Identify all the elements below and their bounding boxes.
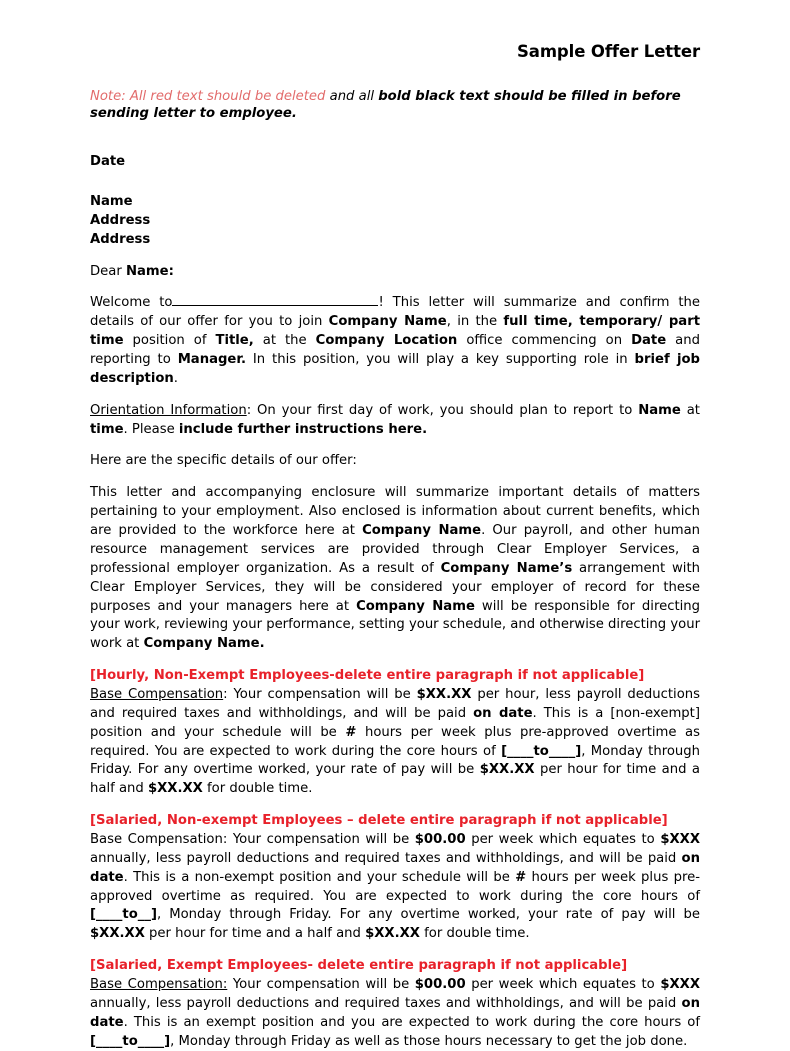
salaried-ne-t1: : Your compensation will be [222, 831, 415, 847]
hourly-core-hours-field: [____to____] [501, 743, 582, 759]
orientation-time-field: time [90, 421, 124, 437]
salaried-ne-t7: for double time. [419, 926, 530, 942]
salaried-ex-weekly-rate-field: $00.00 [414, 976, 466, 992]
enclosure-t4: will be responsible for directing your work, reviewing your performance, setting your schedule, and otherwise directing your work at [90, 598, 701, 652]
editor-note [90, 88, 700, 123]
salutation-name: Name: [125, 263, 174, 279]
orientation-heading: Orientation Information [90, 402, 247, 418]
hourly-t6: per hour for time and a half and [90, 762, 700, 797]
welcome-t6: In this position, you will play a key supporting role in [246, 351, 635, 367]
hourly-t1: : Your compensation will be [223, 686, 417, 702]
welcome-after-blank: ! This letter will summarize and confirm the details of our offer for you to join [90, 295, 700, 330]
salaried-ex-t2: per week which equates to [465, 976, 661, 992]
salaried-ne-t3: . This is a non-exempt position and your schedule will be [123, 869, 516, 885]
hourly-paid-on-field: on date [473, 705, 533, 721]
employment-type-field: full time, temporary/ part time [90, 314, 701, 349]
salaried-ne-core-hours-field: [____to__] [90, 907, 157, 923]
company-location-field: Company Location [315, 333, 458, 349]
recipient-address-line-1: Address [90, 213, 151, 229]
section-heading-salaried-non-exempt: [Salaried, Non-exempt Employees – delete entire paragraph if not applicable] [90, 813, 668, 829]
base-compensation-label-salaried-exempt: Base Compensation: [90, 976, 228, 992]
start-date-field: Date [631, 333, 667, 349]
job-title-field: Title, [215, 333, 254, 349]
salaried-non-exempt-paragraph [90, 831, 700, 944]
section-heading-salaried-exempt: [Salaried, Exempt Employees- delete entire paragraph if not applicable] [90, 958, 628, 974]
salaried-ne-t4: hours per week plus pre-approved overtime as required. You are expected to work during the core hours of [90, 869, 700, 904]
salaried-ex-t4: , Monday through Friday as well as those hours necessary to get the job done. [170, 1033, 688, 1049]
salaried-ne-t5: , Monday through Friday. For any overtime worked, your rate of pay will be [156, 907, 700, 923]
salaried-ne-t2: per week which equates to [465, 831, 661, 847]
salaried-ex-core-hours-field: [____to____] [90, 1033, 171, 1049]
enclosure-company-1: Company Name [362, 523, 482, 539]
welcome-paragraph [90, 294, 700, 388]
salaried-ex-paid-on-field: on date [90, 995, 700, 1030]
enclosure-t2: . Our payroll, and other human resource management services are provided through Clear Employer Services, a professional employer organization. As a result of [90, 523, 701, 576]
date-placeholder: Date [90, 153, 126, 169]
company-blank-field[interactable] [172, 295, 378, 307]
hourly-rate-field: $XX.XX [416, 686, 472, 702]
orientation-t2: at [680, 402, 700, 418]
manager-field: Manager. [177, 351, 247, 367]
orientation-instructions-field: include further instructions here. [178, 421, 428, 437]
salaried-ne-annual-field: $XXX [660, 831, 700, 847]
hourly-t7: for double time. [202, 781, 313, 797]
salaried-exempt-paragraph [90, 976, 700, 1051]
salutation-greeting: Dear [90, 263, 126, 279]
salutation [90, 263, 700, 282]
hourly-double-time-rate-field: $XX.XX [147, 781, 203, 797]
salaried-ne-hours-field: # [515, 869, 527, 885]
page-title: Sample Offer Letter [517, 42, 700, 61]
job-description-field: brief job description [90, 351, 700, 386]
salaried-ne-overtime-rate-field: $XX.XX [90, 926, 145, 942]
salaried-ne-paid-on-field: on date [90, 850, 700, 885]
section-heading-hourly-non-exempt: [Hourly, Non-Exempt Employees-delete entire paragraph if not applicable] [90, 668, 645, 684]
welcome-lead: Welcome to [90, 295, 173, 311]
salaried-ne-t2b: annually, less payroll deductions and required taxes and withholdings, and will be paid [90, 850, 682, 866]
base-compensation-label-salaried-non-exempt: Base Compensation [90, 831, 223, 847]
hourly-t4: hours per week plus pre-approved overtime as required. You are expected to work during the core hours of [90, 724, 700, 759]
note-bold-text: bold black text should be filled in before sending letter to employee. [90, 88, 681, 122]
welcome-t7: . [173, 370, 178, 386]
hourly-t2: per hour, less payroll deductions and required taxes and withholdings, and will be paid [90, 686, 700, 721]
enclosure-company-3: Company Name [356, 598, 475, 614]
salaried-ex-t2b: annually, less payroll deductions and required taxes and withholdings, and will be paid [90, 995, 682, 1011]
welcome-t1: , in the [446, 314, 504, 330]
note-middle-text: and all [325, 88, 379, 104]
base-compensation-label-hourly: Base Compensation [90, 686, 224, 702]
company-name-field: Company Name [328, 314, 447, 330]
hourly-non-exempt-paragraph [90, 686, 700, 799]
enclosure-t3: arrangement with Clear Employer Services, they will be considered your employer of record for these purposes and your managers here at [90, 560, 701, 614]
salaried-ex-annual-field: $XXX [660, 976, 700, 992]
welcome-t2: position of [123, 333, 216, 349]
enclosure-paragraph [90, 484, 700, 654]
orientation-t3: . Please [123, 421, 179, 437]
welcome-t4: office commencing on [457, 333, 632, 349]
welcome-t5: and reporting to [90, 333, 700, 367]
salaried-ex-t3: . This is an exempt position and you are expected to work during the core hours of [123, 1014, 700, 1030]
note-red-text: Note: All red text should be deleted [90, 88, 326, 104]
orientation-t1: : On your first day of work, you should plan to report to [246, 402, 639, 418]
hourly-overtime-rate-field: $XX.XX [479, 762, 535, 778]
salaried-ex-t1: Your compensation will be [227, 976, 415, 992]
salaried-ne-double-time-rate-field: $XX.XX [365, 926, 420, 942]
welcome-t3: at the [253, 333, 316, 349]
offer-intro-line: Here are the specific details of our offer: [90, 453, 357, 469]
salaried-ne-t6: per hour for time and a half and [144, 926, 366, 942]
enclosure-company-2: Company Name’s [440, 560, 573, 576]
enclosure-company-4: Company Name. [143, 636, 265, 652]
enclosure-t1: This letter and accompanying enclosure will summarize important details of matters pertaining to your employment. Also enclosed is information about current benefits, which are provided to the workforce here at [90, 485, 700, 539]
salaried-ne-weekly-rate-field: $00.00 [414, 831, 466, 847]
hourly-t5: , Monday through Friday. For any overtime worked, your rate of pay will be [90, 743, 700, 778]
orientation-paragraph [90, 402, 700, 440]
orientation-report-to-field: Name [638, 402, 681, 418]
recipient-name: Name [90, 194, 133, 210]
hourly-hours-field: # [345, 724, 357, 740]
recipient-address-line-2: Address [90, 231, 151, 247]
hourly-t3: . This is a [non-exempt] position and your schedule will be [90, 705, 700, 740]
